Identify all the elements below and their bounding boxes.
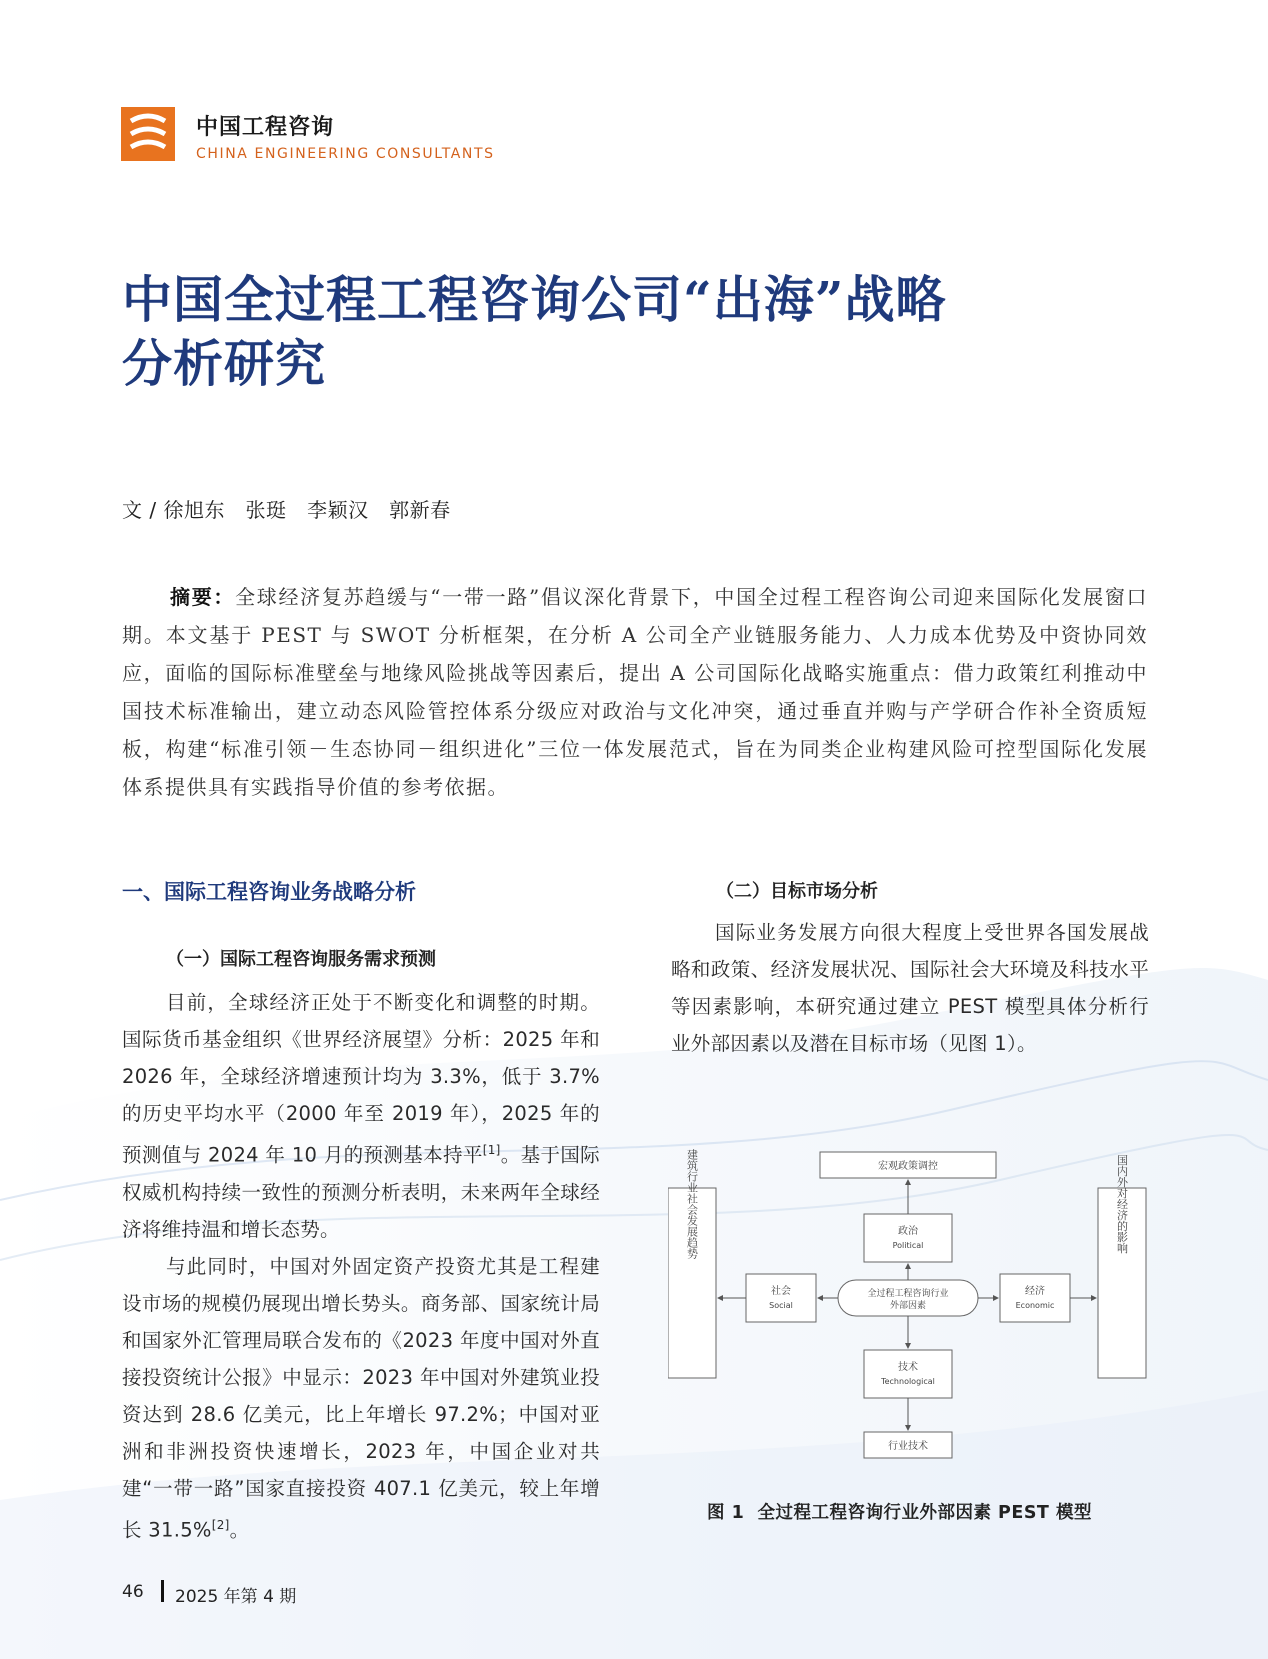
diagram-social-en: Social bbox=[769, 1301, 793, 1310]
box-economic bbox=[1000, 1274, 1070, 1322]
paragraph bbox=[122, 984, 600, 1248]
section-heading-1: 一、国际工程咨询业务战略分析 bbox=[122, 880, 416, 904]
reference-mark: [1] bbox=[482, 1143, 501, 1157]
box-political bbox=[864, 1214, 952, 1262]
logo-english-name: CHINA ENGINEERING CONSULTANTS bbox=[196, 146, 495, 162]
right-column-body bbox=[671, 914, 1149, 1062]
diagram-macro-policy: 宏观政策调控 bbox=[878, 1161, 938, 1172]
diagram-tech-cn: 技术 bbox=[898, 1362, 918, 1373]
paragraph-text: 目前，全球经济正处于不断变化和调整的时期。国际货币基金组织《世界经济展望》分析：2025 年和 2026 年，全球经济增速预计均为 3.3%，低于 3.7% 的历史平均水平（2000 年至 2019 年），2025 年的预测值与 2024 年 10 月的预测基本持平 bbox=[122, 991, 600, 1167]
box-social bbox=[746, 1274, 816, 1322]
pest-model-diagram bbox=[668, 1140, 1148, 1480]
abstract bbox=[122, 578, 1148, 806]
figure-caption: 图 1 全过程工程咨询行业外部因素 PEST 模型 bbox=[707, 1503, 1092, 1523]
left-column-body bbox=[122, 984, 600, 1548]
diagram-economic-cn: 经济 bbox=[1025, 1286, 1045, 1297]
paragraph bbox=[122, 1248, 600, 1549]
diagram-center-line1: 全过程工程咨询行业 bbox=[867, 1289, 949, 1299]
diagram-left-side: 建筑行业社会发展趋势 bbox=[685, 1149, 699, 1259]
article-title bbox=[122, 268, 1122, 396]
logo-chinese-name: 中国工程咨询 bbox=[196, 115, 335, 140]
box-technological bbox=[864, 1350, 952, 1398]
issue-label: 2025 年第 4 期 bbox=[175, 1587, 297, 1607]
title-text: 中国全过程工程咨询公司“出海”战略分析研究 bbox=[122, 270, 947, 393]
diagram-industry-tech: 行业技术 bbox=[888, 1441, 928, 1452]
company-logo-icon bbox=[121, 107, 175, 161]
paragraph-text: 。 bbox=[229, 1518, 250, 1541]
diagram-political-en: Political bbox=[892, 1241, 924, 1250]
authors: 文 / 徐旭东 张珽 李颖汉 郭新春 bbox=[122, 498, 451, 522]
abstract-label: 摘要： bbox=[170, 585, 236, 609]
footer-divider bbox=[161, 1580, 164, 1602]
page-number: 46 bbox=[122, 1582, 144, 1602]
subsection-heading-2: （二）目标市场分析 bbox=[716, 881, 878, 902]
paragraph-text: 与此同时，中国对外固定资产投资尤其是工程建设市场的规模仍展现出增长势头。商务部、国家统计局和国家外汇管理局联合发布的《2023 年度中国对外直接投资统计公报》中显示：2023 年中国对外建筑业投资达到 28.6 亿美元，比上年增长 97.2%；中国对亚洲和非洲投资快速增长，2023 年，中国企业对共建“一带一路”国家直接投资 407.1 亿美元，较上年增长 31.5% bbox=[122, 1254, 600, 1541]
abstract-text: 全球经济复苏趋缓与“一带一路”倡议深化背景下，中国全过程工程咨询公司迎来国际化发展窗口期。本文基于 PEST 与 SWOT 分析框架，在分析 A 公司全产业链服务能力、人力成本优势及中资协同效应，面临的国际标准壁垒与地缘风险挑战等因素后，提出 A 公司国际化战略实施重点：借力政策红利推动中国技术标准输出，建立动态风险管控体系分级应对政治与文化冲突，通过垂直并购与产学研合作补全资质短板，构建“标准引领－生态协同－组织进化”三位一体发展范式，旨在为同类企业构建风险可控型国际化发展体系提供具有实践指导价值的参考依据。 bbox=[122, 585, 1149, 799]
diagram-center-line2: 外部因素 bbox=[889, 1301, 927, 1311]
subsection-heading-1: （一）国际工程咨询服务需求预测 bbox=[166, 949, 436, 970]
diagram-right-side: 国内外对经济的影响 bbox=[1115, 1154, 1129, 1254]
diagram-economic-en: Economic bbox=[1015, 1301, 1055, 1310]
paragraph-text: 。基于国际权威机构持续一致性的预测分析表明，未来两年全球经济将维持温和增长态势。 bbox=[122, 1143, 600, 1241]
diagram-social-cn: 社会 bbox=[771, 1286, 791, 1297]
reference-mark: [2] bbox=[211, 1517, 230, 1532]
paragraph: 国际业务发展方向很大程度上受世界各国发展战略和政策、经济发展状况、国际社会大环境及科技水平等因素影响，本研究通过建立 PEST 模型具体分析行业外部因素以及潜在目标市场（见图 1）。 bbox=[671, 921, 1149, 1055]
diagram-political-cn: 政治 bbox=[898, 1226, 918, 1237]
diagram-tech-en: Technological bbox=[881, 1377, 935, 1386]
